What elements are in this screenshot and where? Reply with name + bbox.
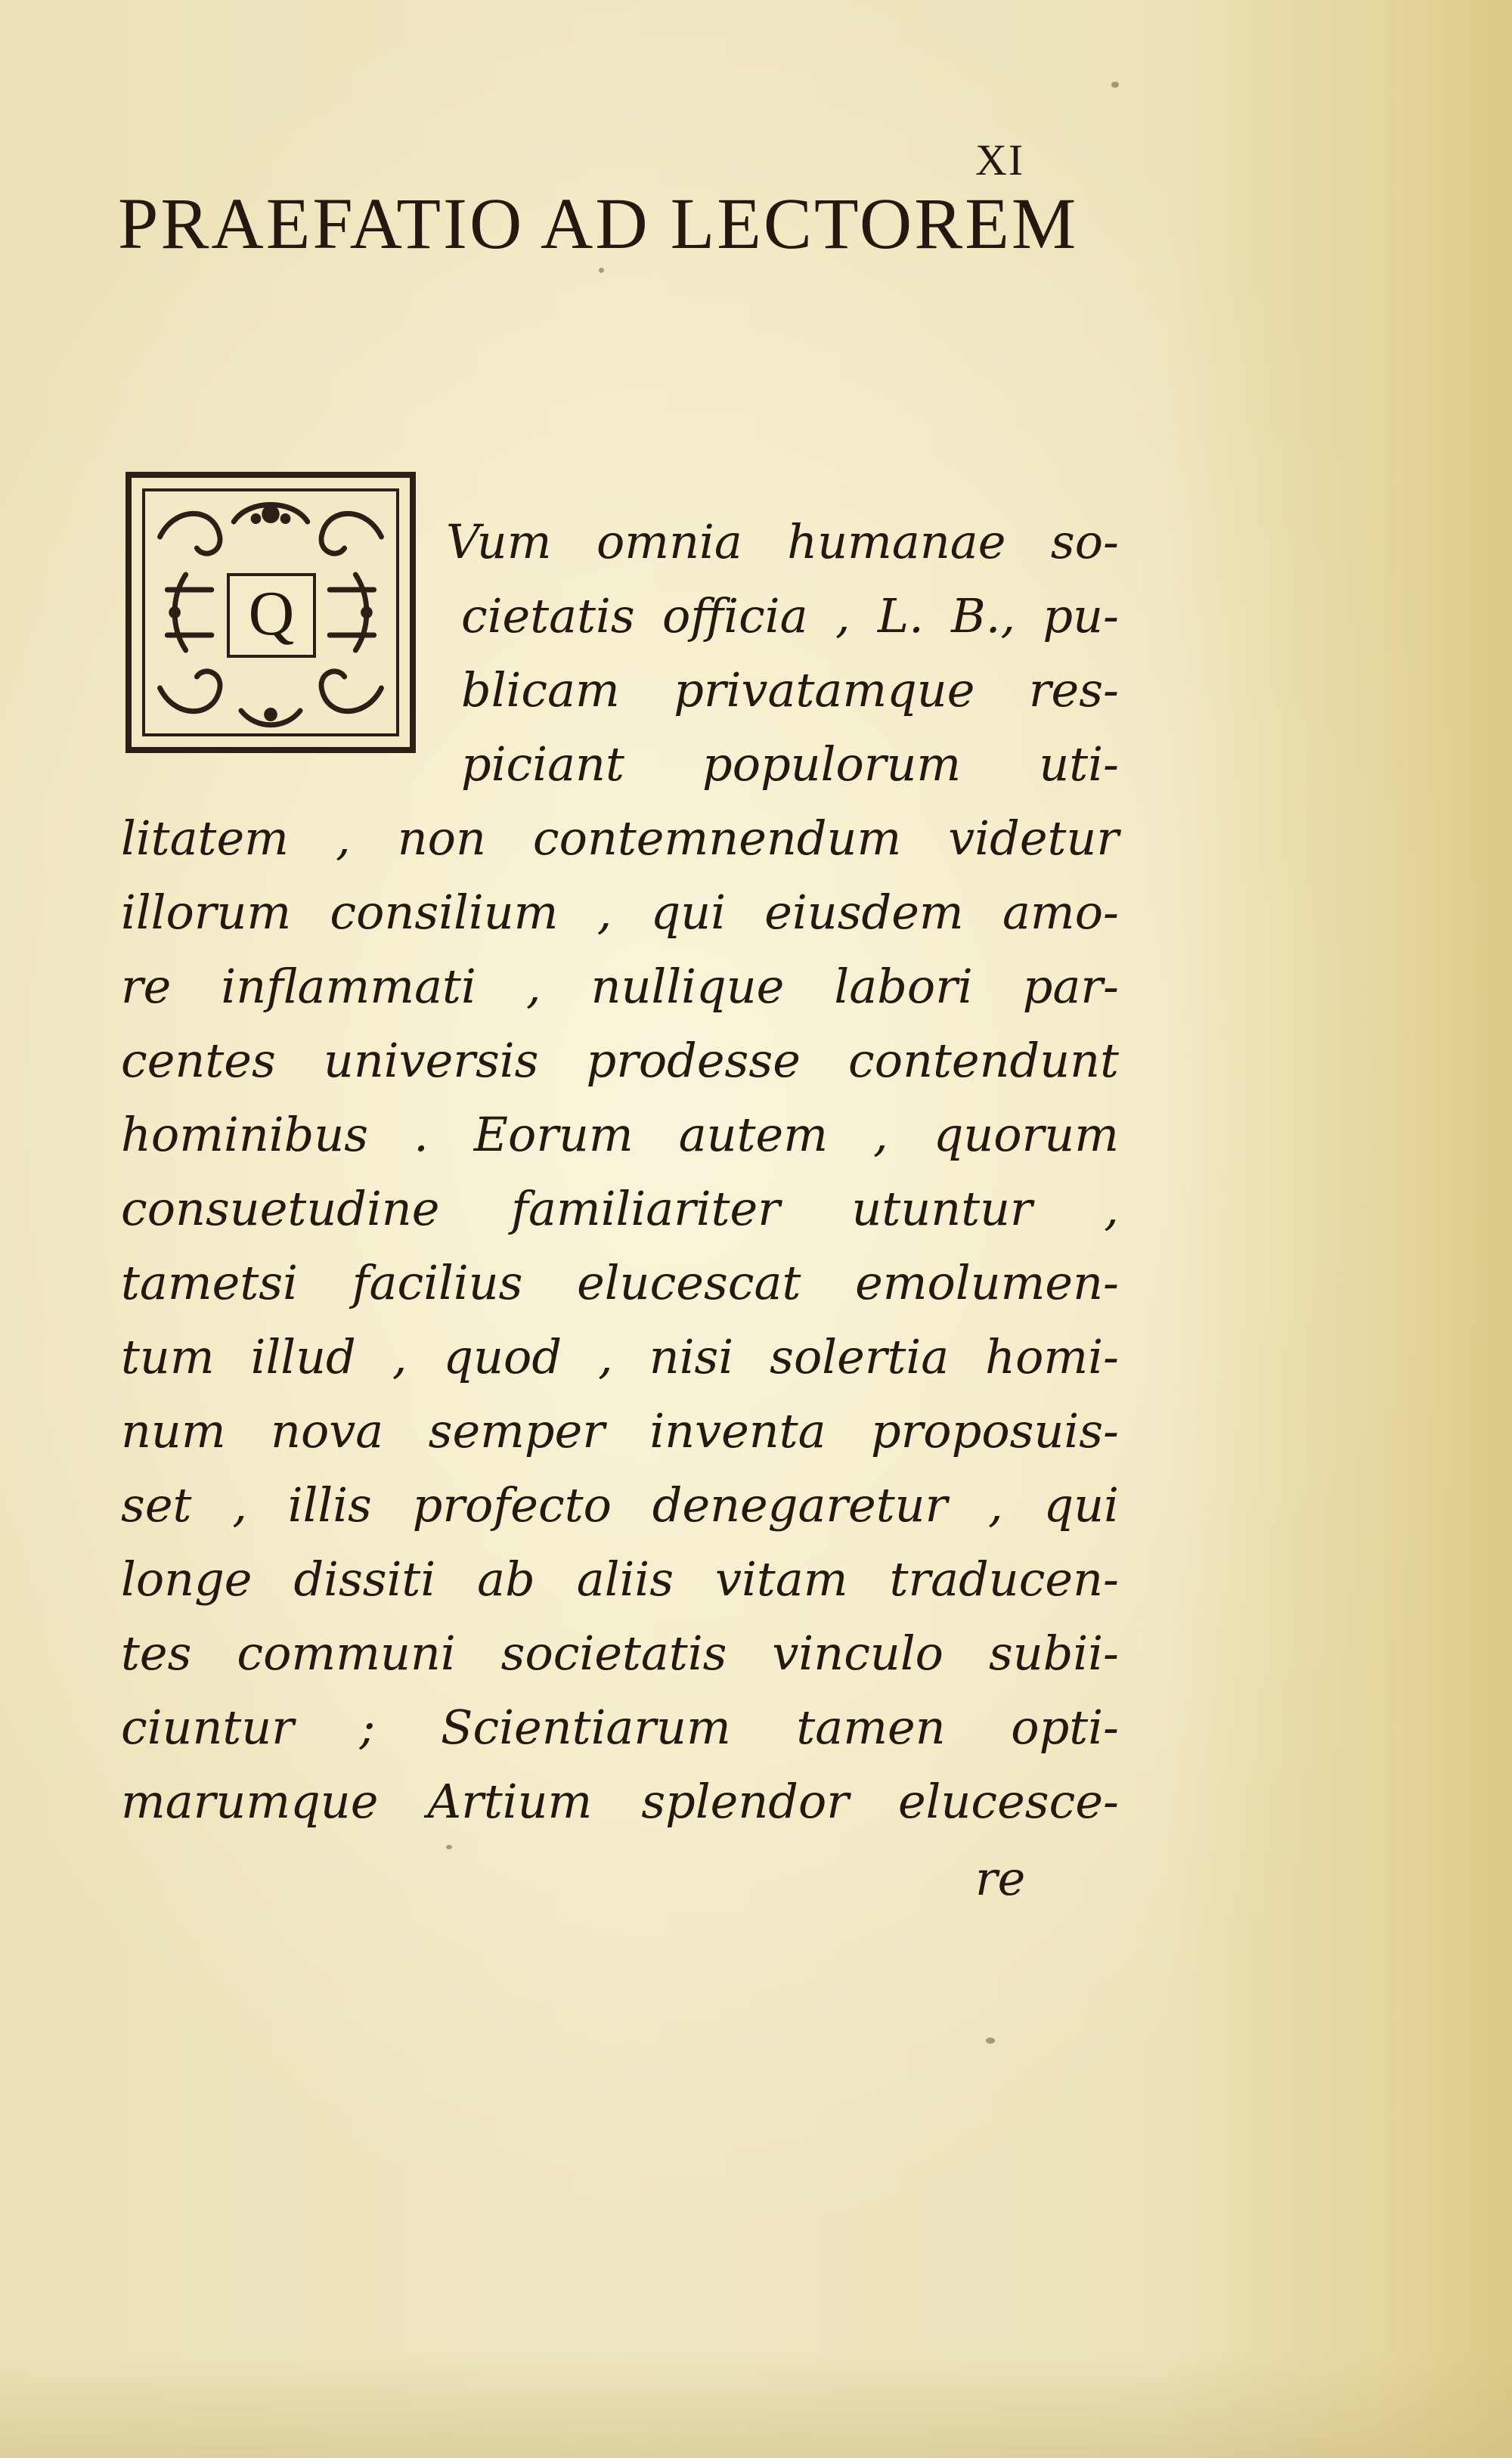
paper-speck [599, 268, 604, 273]
text-line: tum illud , quod , nisi solertia homi- [121, 1329, 1119, 1384]
paper-speck [1111, 82, 1119, 88]
catchword: re [975, 1851, 1026, 1906]
text-line: hominibus . Eorum autem , quorum [121, 1107, 1119, 1162]
running-head: PRAEFATIO AD LECTOREM [118, 183, 1079, 264]
text-line: illorum consilium , qui eiusdem amo- [121, 885, 1119, 940]
page-edge-stain [1164, 0, 1512, 2458]
text-line: set , illis profecto denegaretur , qui [121, 1477, 1119, 1533]
text-line: litatem , non contemnendum videtur [121, 811, 1119, 866]
text-line: blicam privatamque res- [461, 662, 1119, 718]
text-line: marumque Artium splendor elucesce- [121, 1774, 1119, 1829]
text-line: tes communi societatis vinculo subii- [121, 1626, 1119, 1681]
paper-speck [986, 2038, 995, 2044]
text-line: re inflammati , nullique labori par- [121, 959, 1119, 1014]
text-line: ciuntur ; Scientiarum tamen opti- [121, 1700, 1119, 1755]
drop-cap-initial [125, 472, 416, 753]
text-line: piciant populorum uti- [461, 736, 1119, 792]
page-number: XI [975, 135, 1025, 184]
paper-speck [446, 1845, 452, 1849]
text-line: centes universis prodesse contendunt [121, 1033, 1119, 1088]
bottom-edge-stain [0, 2352, 1512, 2458]
text-line: num nova semper inventa proposuis- [121, 1403, 1119, 1458]
drop-cap-letter: Q [227, 573, 316, 658]
drop-cap-frame [142, 488, 399, 736]
text-line: Vum omnia humanae so- [446, 514, 1119, 569]
text-line: longe dissiti ab aliis vitam traducen- [121, 1551, 1119, 1607]
text-line: consuetudine familiariter utuntur , [121, 1181, 1119, 1236]
text-line: cietatis officia , L. B., pu- [461, 588, 1119, 643]
text-line: tametsi facilius elucescat emolumen- [121, 1255, 1119, 1310]
